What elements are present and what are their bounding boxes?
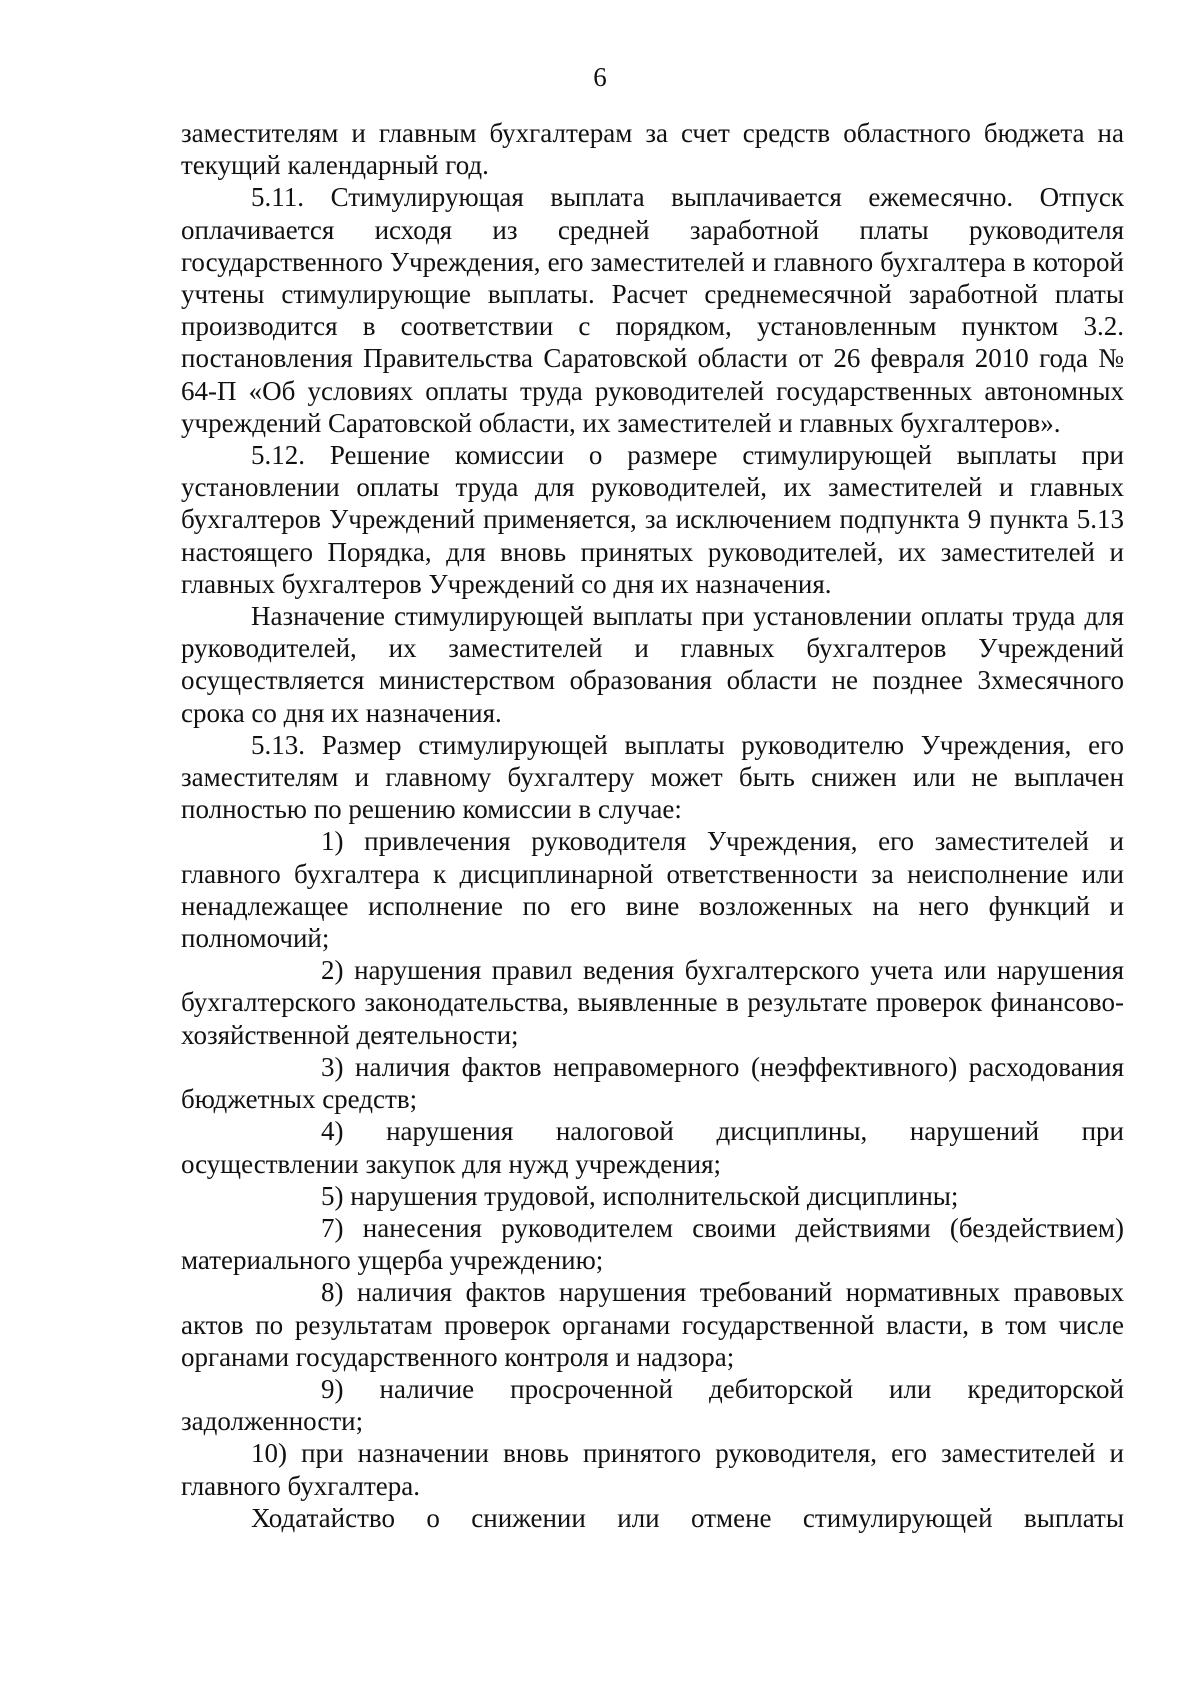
paragraph: Ходатайство о снижении или отмене стимулирующей выплаты xyxy=(251,1502,1124,1533)
list-item-number: 1) xyxy=(321,826,344,857)
document-body xyxy=(181,117,1124,1534)
list-item: 10) при назначении вновь принятого руководителя, его заместителей и главного бухгалтера. xyxy=(181,1438,1124,1501)
list-item-text: нанесения руководителем своими действиями (бездействием) материального ущерба учреждению; xyxy=(181,1212,1125,1276)
paragraph: Назначение стимулирующей выплаты при установлении оплаты труда для руководителей, их заместителей и главных бухгалтеров Учреждений осуществляется министерством образования области не позднее 3хмесячного срока со дня их назначения. xyxy=(181,601,1124,728)
list-item xyxy=(181,1115,1124,1179)
list-item-number: 7) xyxy=(321,1212,344,1243)
paragraph: 5.11. Стимулирующая выплата выплачивается ежемесячно. Отпуск оплачивается исходя из средней заработной платы руководителя государственного Учреждения, его заместителей и главного бухгалтера в которой учтены стимулирующие выплаты. Расчет среднемесячной заработной платы производится в соответствии с порядком, установленным пунктом 3.2. постановления Правительства Саратовской области от 26 февраля 2010 года № 64-П «Об условиях оплаты труда руководителей государственных автономных учреждений Саратовской области, их заместителей и главных бухгалтеров». xyxy=(181,182,1124,438)
list-item xyxy=(181,1276,1124,1373)
list-item-number: 5) xyxy=(321,1180,344,1211)
list-item-text: нарушения трудовой, исполнительской дисциплины; xyxy=(350,1180,959,1211)
list-item-number: 4) xyxy=(321,1116,344,1147)
list-item-number: 2) xyxy=(321,955,344,986)
list-item-text: нарушения правил ведения бухгалтерского учета или нарушения бухгалтерского законодательства, выявленные в результате проверок финансово-хозяйственной деятельности; xyxy=(181,955,1125,1050)
list-item-text: привлечения руководителя Учреждения, его заместителей и главного бухгалтера к дисциплинарной ответственности за неисполнение или ненадлежащее исполнение по его вине возложенных на него функций и полномочий; xyxy=(181,826,1124,954)
list-item-text: наличие просроченной дебиторской или кредиторской задолженности; xyxy=(181,1373,1124,1437)
list-item-number: 9) xyxy=(321,1373,344,1404)
list-item xyxy=(181,1212,1124,1276)
page-number: 6 xyxy=(593,62,607,92)
list-item xyxy=(181,825,1124,954)
list-item-text: наличия фактов нарушения требований нормативных правовых актов по результатам проверок органами государственной власти, в том числе органами государственного контроля и надзора; xyxy=(181,1277,1124,1372)
list-item xyxy=(181,1373,1124,1437)
list-item xyxy=(181,1180,1124,1212)
list-item-text: нарушения налоговой дисциплины, нарушений при осуществлении закупок для нужд учреждения; xyxy=(181,1116,1124,1179)
paragraph: 5.13. Размер стимулирующей выплаты руководителю Учреждения, его заместителям и главному бухгалтеру может быть снижен или не выплачен полностью по решению комиссии в случае: xyxy=(181,729,1124,825)
list-item xyxy=(181,954,1124,1051)
list-item-number: 3) xyxy=(321,1051,344,1082)
paragraph: заместителям и главным бухгалтерам за счет средств областного бюджета на текущий календарный год. xyxy=(181,118,1124,181)
list-item-number: 8) xyxy=(321,1277,344,1308)
list-item xyxy=(181,1051,1124,1115)
list-item-text: наличия фактов неправомерного (неэффективного) расходования бюджетных средств; xyxy=(181,1051,1125,1115)
paragraph: 5.12. Решение комиссии о размере стимулирующей выплаты при установлении оплаты труда для руководителей, их заместителей и главных бухгалтеров Учреждений применяется, за исключением подпункта 9 пункта 5.13 настоящего Порядка, для вновь принятых руководителей, их заместителей и главных бухгалтеров Учреждений со дня их назначения. xyxy=(181,440,1124,599)
